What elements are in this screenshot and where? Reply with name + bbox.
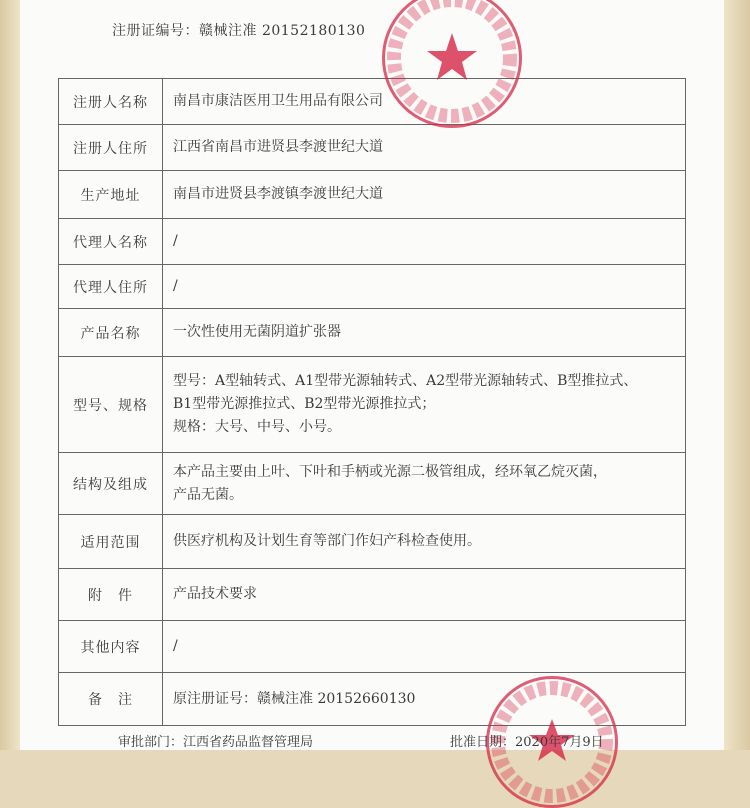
row-value [163, 357, 686, 453]
row-value: 南昌市进贤县李渡镇李渡世纪大道 [163, 171, 686, 219]
table-row [59, 79, 686, 125]
table-row [59, 219, 686, 265]
certificate-table [58, 78, 686, 726]
value-line: 产品无菌。 [173, 486, 243, 503]
row-label: 代理人住所 [59, 265, 163, 309]
table-row [59, 125, 686, 171]
row-value: / [163, 621, 686, 673]
table-row [59, 171, 686, 219]
row-value: 产品技术要求 [163, 569, 686, 621]
row-label: 其他内容 [59, 621, 163, 673]
row-value: 南昌市康洁医用卫生用品有限公司 [163, 79, 686, 125]
row-value: 供医疗机构及计划生育等部门作妇产科检查使用。 [163, 515, 686, 569]
frame-right [724, 0, 750, 750]
registration-number: 注册证编号：赣械注准 20152180130 [112, 23, 366, 39]
row-value: 江西省南昌市进贤县李渡世纪大道 [163, 125, 686, 171]
frame-left [0, 0, 20, 750]
company-seal [382, 0, 522, 128]
row-label: 注册人名称 [59, 79, 163, 125]
approval-date: 批准日期：2020年7月9日 [450, 735, 604, 750]
table-row [59, 265, 686, 309]
table-row [59, 569, 686, 621]
table-row [59, 309, 686, 357]
row-label: 附 件 [59, 569, 163, 621]
row-label: 产品名称 [59, 309, 163, 357]
table-row [59, 621, 686, 673]
value-line: 规格：大号、中号、小号。 [173, 419, 341, 435]
row-value: 一次性使用无菌阴道扩张器 [163, 309, 686, 357]
value-line: 本产品主要由上叶、下叶和手柄或光源二极管组成，经环氧乙烷灭菌， [173, 463, 607, 480]
row-label: 结构及组成 [59, 453, 163, 515]
table-row [59, 453, 686, 515]
row-label: 适用范围 [59, 515, 163, 569]
row-label: 型号、规格 [59, 357, 163, 453]
star-icon [385, 0, 519, 125]
row-label: 生产地址 [59, 171, 163, 219]
row-value: 原注册证号：赣械注准 20152660130 [163, 673, 686, 726]
row-value: / [163, 219, 686, 265]
row-value: / [163, 265, 686, 309]
row-label: 注册人住所 [59, 125, 163, 171]
approval-department: 审批部门：江西省药品监督管理局 [118, 735, 314, 750]
table-row [59, 357, 686, 453]
row-value [163, 453, 686, 515]
row-label: 备 注 [59, 673, 163, 726]
table-row [59, 515, 686, 569]
value-line: B1型带光源推拉式、B2型带光源推拉式； [173, 396, 436, 412]
row-label: 代理人名称 [59, 219, 163, 265]
value-line: 型号：A型轴转式、A1型带光源轴转式、A2型带光源轴转式、B型推拉式、 [173, 373, 638, 389]
